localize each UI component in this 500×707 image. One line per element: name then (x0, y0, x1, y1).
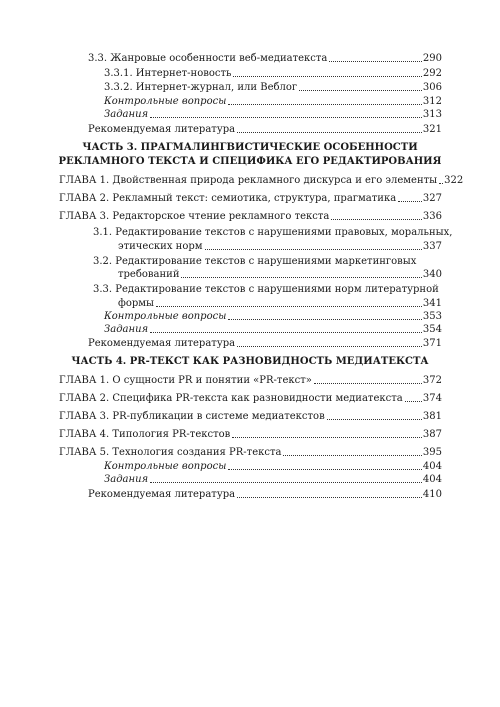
toc-entry[interactable] (104, 310, 442, 323)
toc-entry-title[interactable]: 3.3. Редактирование текстов с нарушениями норм литературной (93, 284, 439, 295)
toc-entry-title: 3.3. Жанровые особенности веб-медиатекста (88, 53, 328, 64)
dot-leader (232, 437, 422, 438)
toc-entry-page: 353 (422, 311, 442, 322)
toc-entry-page: 290 (422, 53, 442, 64)
toc-entry-page: 404 (422, 461, 442, 472)
toc-entry-title: Рекомендуемая литература (88, 489, 236, 500)
toc-entry-title: ГЛАВА 4. Типология PR-текстов (59, 429, 231, 440)
toc-entry-title: требований (118, 269, 180, 280)
toc-entry-title: ГЛАВА 2. Специфика PR-текста как разновидности медиатекста (59, 393, 403, 404)
toc-entry[interactable] (104, 460, 442, 473)
toc-entry[interactable] (118, 297, 442, 310)
toc-entry-title: 3.3.2. Интернет-журнал, или Веблог (104, 82, 298, 93)
dot-leader (331, 219, 422, 220)
toc-entry[interactable] (88, 337, 442, 350)
toc-entry-page: 312 (422, 96, 442, 107)
toc-entry-title: этических норм (118, 241, 203, 252)
dot-leader (237, 497, 422, 498)
toc-entry-title: ГЛАВА 1. Двойственная природа рекламного дискурса и его элементы (59, 175, 438, 186)
toc-entry-title: ГЛАВА 2. Рекламный текст: семиотика, структура, прагматика (59, 193, 397, 204)
toc-entry-page: 321 (422, 124, 442, 135)
dot-leader (299, 90, 422, 91)
part-heading: ЧАСТЬ 3. ПРАГМАЛИНГВИСТИЧЕСКИЕ ОСОБЕННОСТИ (82, 142, 418, 153)
toc-entry-title: ГЛАВА 5. Технология создания PR-текста (59, 447, 282, 458)
toc-entry[interactable] (59, 410, 442, 423)
toc-entry-title: формы (118, 298, 154, 309)
toc-entry[interactable] (118, 240, 442, 253)
toc-entry[interactable] (59, 428, 442, 441)
dot-leader (233, 76, 421, 77)
toc-entry-page: 306 (422, 82, 442, 93)
toc-entry-title: 3.3.1. Интернет-новость (104, 68, 232, 79)
toc-entry-page: 292 (422, 68, 442, 79)
toc-entry-title[interactable]: 3.1. Редактирование текстов с нарушениями правовых, моральных, (93, 227, 453, 238)
toc-entry-page: 387 (422, 429, 442, 440)
dot-leader (150, 332, 422, 333)
dot-leader (150, 482, 422, 483)
toc-entry[interactable] (104, 81, 442, 94)
toc-entry-title: Рекомендуемая литература (88, 124, 236, 135)
part-heading: ЧАСТЬ 4. PR-ТЕКСТ КАК РАЗНОВИДНОСТЬ МЕДИАТЕКСТА (71, 356, 429, 367)
toc-entry-title: ГЛАВА 3. Редакторское чтение рекламного текста (59, 211, 330, 222)
dot-leader (314, 383, 422, 384)
part-heading: РЕКЛАМНОГО ТЕКСТА И СПЕЦИФИКА ЕГО РЕДАКТИРОВАНИЯ (58, 156, 442, 167)
toc-entry-title[interactable]: 3.2. Редактирование текстов с нарушениями маркетинговых (93, 256, 417, 267)
toc-entry-title: Задания (104, 109, 149, 120)
toc-entry-page: 340 (422, 269, 442, 280)
toc-entry-title: ГЛАВА 1. О сущности PR и понятии «PR-текст» (59, 375, 312, 386)
toc-entry-page: 374 (422, 393, 442, 404)
toc-entry-page: 354 (422, 324, 442, 335)
toc-entry[interactable] (59, 210, 442, 223)
toc-entry-title: Задания (104, 474, 149, 485)
toc-entry[interactable] (59, 174, 464, 187)
toc-entry[interactable] (118, 268, 442, 281)
dot-leader (228, 469, 422, 470)
dot-leader (205, 249, 422, 250)
toc-entry[interactable] (104, 108, 442, 121)
toc-entry-page: 313 (422, 109, 442, 120)
toc-entry[interactable] (104, 473, 442, 486)
toc-entry[interactable] (59, 192, 442, 205)
toc-entry-page: 395 (422, 447, 442, 458)
toc-entry-title: Рекомендуемая литература (88, 338, 236, 349)
toc-entry-page: 341 (422, 298, 442, 309)
dot-leader (398, 201, 422, 202)
toc-entry[interactable] (104, 67, 442, 80)
toc-entry[interactable] (104, 95, 442, 108)
dot-leader (329, 61, 422, 62)
toc-entry-page: 322 (444, 175, 464, 186)
toc-entry-title: Контрольные вопросы (104, 96, 227, 107)
toc-entry-page: 327 (422, 193, 442, 204)
toc-entry[interactable] (88, 52, 442, 65)
dot-leader (327, 419, 422, 420)
toc-entry[interactable] (88, 123, 442, 136)
dot-leader (228, 319, 422, 320)
toc-entry-page: 404 (422, 474, 442, 485)
toc-entry[interactable] (59, 446, 442, 459)
toc-entry-title: Контрольные вопросы (104, 311, 227, 322)
dot-leader (439, 183, 443, 184)
dot-leader (156, 306, 422, 307)
dot-leader (237, 346, 422, 347)
toc-entry-title: ГЛАВА 3. PR-публикации в системе медиатекстов (59, 411, 325, 422)
dot-leader (181, 277, 421, 278)
toc-entry-page: 371 (422, 338, 442, 349)
toc-entry-page: 372 (422, 375, 442, 386)
toc-entry[interactable] (104, 323, 442, 336)
toc-entry-page: 337 (422, 241, 442, 252)
dot-leader (228, 104, 422, 105)
dot-leader (150, 117, 422, 118)
toc-entry-page: 410 (422, 489, 442, 500)
toc-entry[interactable] (88, 488, 442, 501)
dot-leader (405, 401, 422, 402)
dot-leader (283, 455, 421, 456)
toc-entry[interactable] (59, 374, 442, 387)
toc-entry-page: 381 (422, 411, 442, 422)
toc-entry[interactable] (59, 392, 442, 405)
toc-entry-title: Задания (104, 324, 149, 335)
dot-leader (237, 132, 422, 133)
toc-entry-title: Контрольные вопросы (104, 461, 227, 472)
toc-entry-page: 336 (422, 211, 442, 222)
